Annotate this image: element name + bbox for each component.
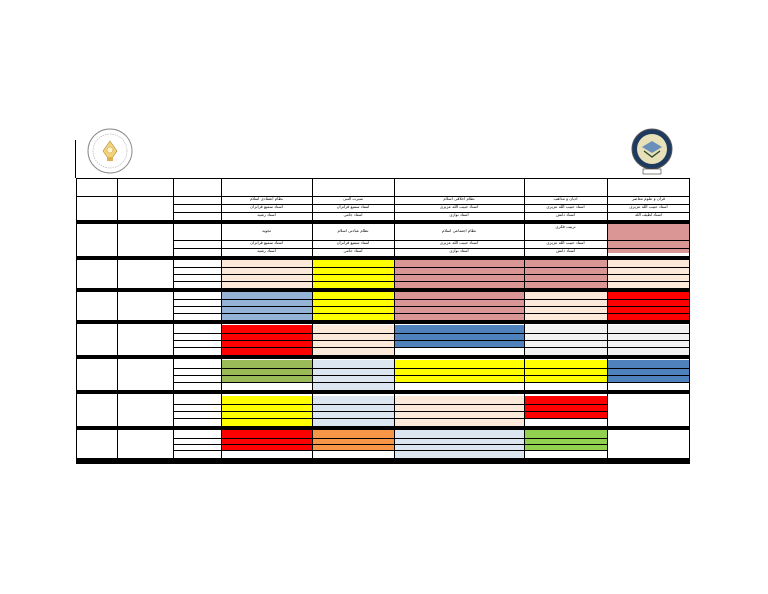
teacher-name: استاد حبیب الله عزیزی xyxy=(629,204,668,209)
grid-line xyxy=(117,178,118,464)
teacher-name: استاد لطیف الله xyxy=(635,212,662,217)
grid-line xyxy=(394,178,395,464)
grid-line xyxy=(76,178,690,179)
teacher-name: استاد جامی xyxy=(343,248,363,253)
course-name: نظام اخلاقی اسلام xyxy=(443,196,475,201)
teacher-name: استاد نوازی xyxy=(449,212,469,217)
course-name: سیرت النبی xyxy=(343,196,363,201)
teacher-name: استاد سمیع قرآنزان xyxy=(250,240,283,245)
cell-b7-c4 xyxy=(524,396,607,418)
grid-line xyxy=(173,333,690,334)
schedule-grid xyxy=(76,178,690,464)
block-separator xyxy=(76,390,690,394)
grid-line xyxy=(173,313,690,314)
grid-line xyxy=(689,178,690,464)
teacher-name: استاد حبیب الله عزیزی xyxy=(546,240,585,245)
block-separator xyxy=(76,320,690,324)
grid-line xyxy=(173,418,607,419)
block-separator xyxy=(76,426,690,430)
grid-line xyxy=(173,340,690,341)
teacher-name: استاد حبیب الله عزیزی xyxy=(439,240,479,245)
teacher-name: استاد حبیب الله عزیزی xyxy=(439,204,479,209)
teacher-name: استاد دانش xyxy=(555,212,576,217)
course-name: نظام اعتقادی اسلام xyxy=(250,196,283,201)
course-name: تربیت فکری xyxy=(555,224,576,229)
grid-line xyxy=(173,375,690,376)
grid-line xyxy=(173,404,607,405)
teacher-name: استاد حبیب الله عزیزی xyxy=(546,204,585,209)
grid-line xyxy=(173,178,174,464)
course-name: نظام اجتماعی اسلام xyxy=(441,228,476,233)
block-separator xyxy=(76,458,690,464)
faculty-emblem-icon xyxy=(628,127,676,175)
grid-line xyxy=(312,178,313,464)
grid-line xyxy=(173,274,690,275)
teacher-name: استاد سمیع قرآنزان xyxy=(336,240,370,245)
teacher-name: استاد جامی xyxy=(343,212,363,217)
teacher-name: استاد دانش xyxy=(555,248,576,253)
cell-b6-c4 xyxy=(524,360,607,382)
cell-b8-c1 xyxy=(221,430,312,450)
course-name: نظام عبادتی اسلام xyxy=(337,228,369,233)
teacher-name: استاد سمیع قرآنزان xyxy=(336,204,370,209)
grid-line xyxy=(173,444,607,445)
grid-line xyxy=(76,178,77,464)
grid-line xyxy=(173,450,607,451)
grid-line xyxy=(173,438,607,439)
cell-b6-c5 xyxy=(607,360,690,382)
grid-line xyxy=(173,368,690,369)
grid-line xyxy=(524,178,525,464)
block-separator xyxy=(76,355,690,359)
teacher-name: استاد سمیع قرآنزان xyxy=(250,204,283,209)
grid-line xyxy=(173,281,690,282)
grid-line xyxy=(173,411,607,412)
grid-line xyxy=(607,178,608,464)
course-name: تجوید xyxy=(262,228,271,233)
grid-line xyxy=(221,178,222,464)
cell-b6-c3 xyxy=(394,360,524,382)
course-name: ادیان و مذاهب xyxy=(553,196,578,201)
grid-line xyxy=(173,382,690,383)
cell-b8-c4 xyxy=(524,430,607,450)
left-margin-line xyxy=(75,140,76,178)
grid-line xyxy=(173,347,690,348)
grid-line xyxy=(173,306,690,307)
teacher-name: استاد نوازی xyxy=(449,248,469,253)
block-separator xyxy=(76,288,690,292)
cell-b5-c3 xyxy=(394,325,524,347)
course-name: قرآن و علوم معاصر xyxy=(631,196,666,201)
teacher-name: استاد رشید xyxy=(257,248,276,253)
cell-b8-c2 xyxy=(312,430,394,450)
grid-line xyxy=(173,299,690,300)
cell-b6-c1 xyxy=(221,360,312,382)
block-separator xyxy=(76,256,690,260)
university-seal-icon xyxy=(86,127,134,175)
grid-line xyxy=(173,267,690,268)
teacher-name: استاد رشید xyxy=(257,212,276,217)
